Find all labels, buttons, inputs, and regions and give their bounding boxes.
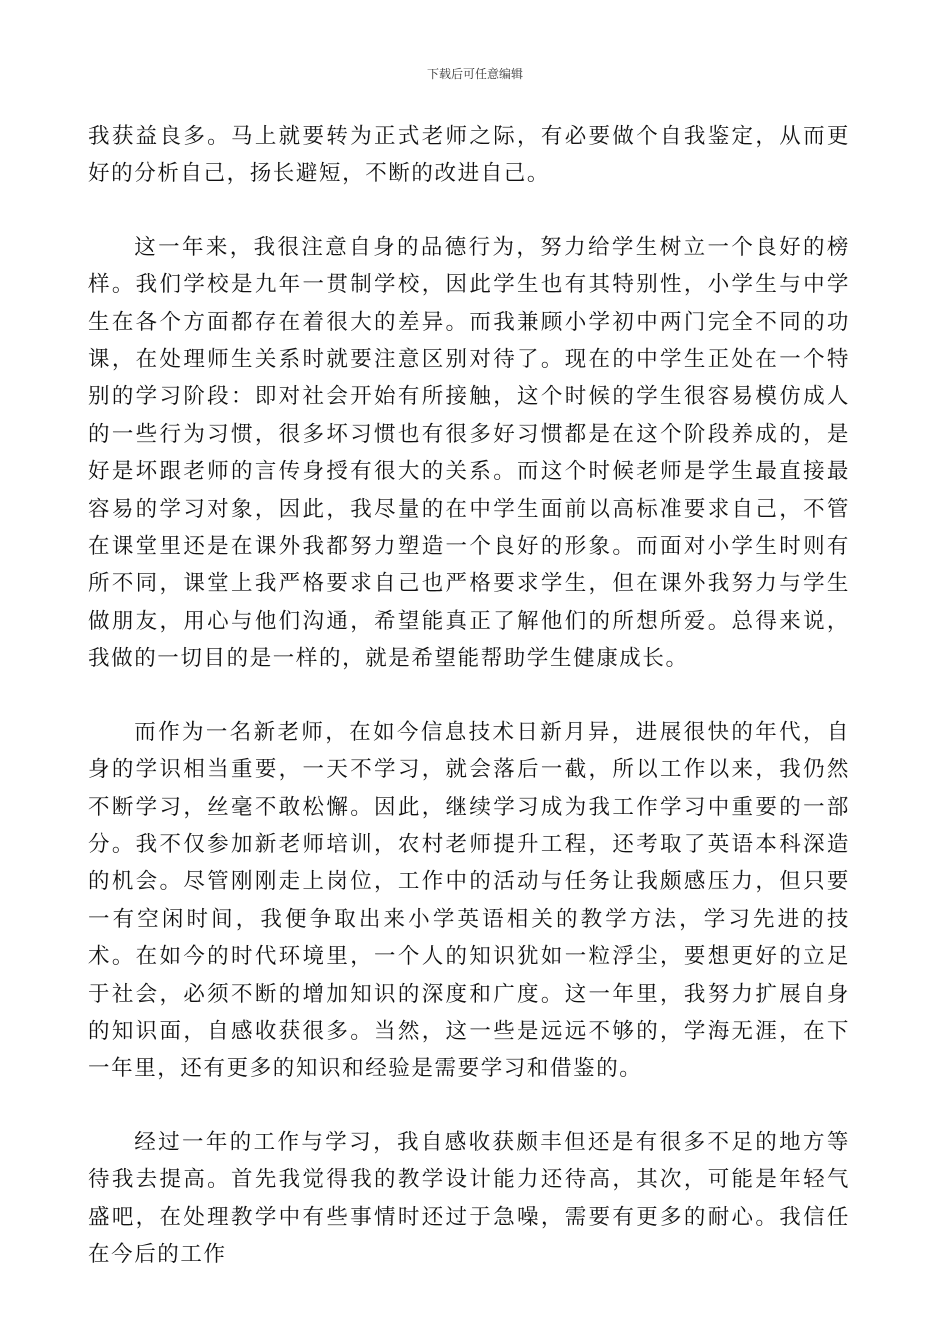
document-body: [88, 118, 850, 1273]
paragraph-2: 这一年来，我很注意自身的品德行为，努力给学生树立一个良好的榜样。我们学校是九年一贯制学校，因此学生也有其特别性，小学生与中学生在各个方面都存在着很大的差异。而我兼顾小学初中两门完全不同的功课，在处理师生关系时就要注意区别对待了。现在的中学生正处在一个特别的学习阶段：即对社会开始有所接触，这个时候的学生很容易模仿成人的一些行为习惯，很多坏习惯也有很多好习惯都是在这个阶段养成的，是好是坏跟老师的言传身授有很大的关系。而这个时候老师是学生最直接最容易的学习对象，因此，我尽量的在中学生面前以高标准要求自己，不管在课堂里还是在课外我都努力塑造一个良好的形象。而面对小学生时则有所不同，课堂上我严格要求自己也严格要求学生，但在课外我努力与学生做朋友，用心与他们沟通，希望能真正了解他们的所想所爱。总得来说，我做的一切目的是一样的，就是希望能帮助学生健康成长。: [88, 234, 850, 672]
paragraph-4: 经过一年的工作与学习，我自感收获颇丰但还是有很多不足的地方等待我去提高。首先我觉得我的教学设计能力还待高，其次，可能是年轻气盛吧，在处理教学中有些事情时还过于急噪，需要有更多的耐心。我信任在今后的工作: [88, 1129, 850, 1267]
page-header: 下载后可任意编辑: [426, 67, 523, 81]
paragraph-3: 而作为一名新老师，在如今信息技术日新月异，进展很快的年代，自身的学识相当重要，一天不学习，就会落后一截，所以工作以来，我仍然不断学习，丝毫不敢松懈。因此，继续学习成为我工作学习中重要的一部分。我不仅参加新老师培训，农村老师提升工程，还考取了英语本科深造的机会。尽管刚刚走上岗位，工作中的活动与任务让我颇感压力，但只要一有空闲时间，我便争取出来小学英语相关的教学方法，学习先进的技术。在如今的时代环境里，一个人的知识犹如一粒浮尘，要想更好的立足于社会，必须不断的增加知识的深度和广度。这一年里，我努力扩展自身的知识面，自感收获很多。当然，这一些是远远不够的，学海无涯，在下一年里，还有更多的知识和经验是需要学习和借鉴的。: [88, 719, 850, 1082]
paragraph-1: 我获益良多。马上就要转为正式老师之际，有必要做个自我鉴定，从而更好的分析自己，扬长避短，不断的改进自己。: [88, 124, 850, 187]
